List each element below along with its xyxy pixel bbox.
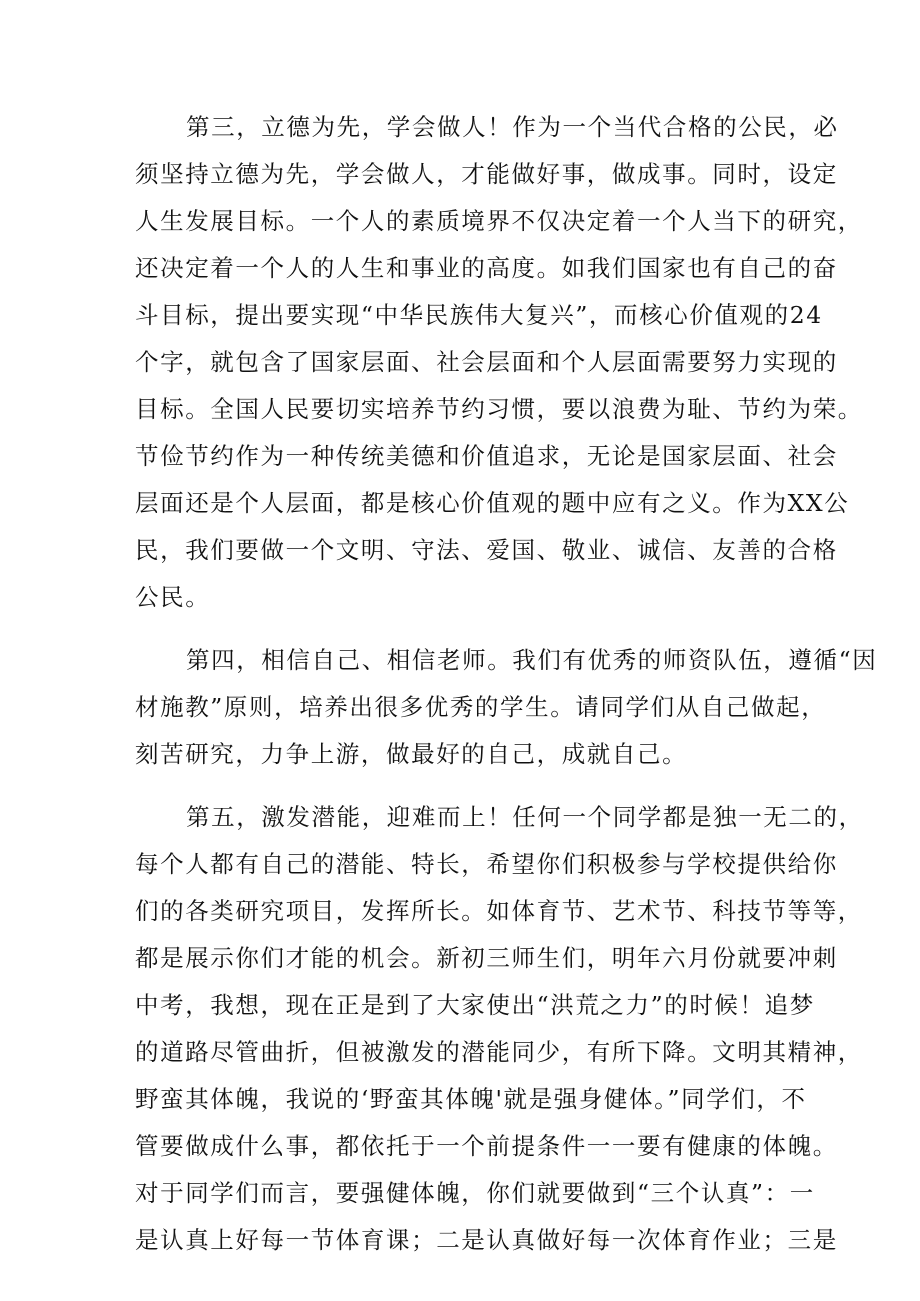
text-line: 第五，激发潜能，迎难而上！任何一个同学都是独一无二的， (186, 803, 864, 831)
text-line: 是认真上好每一节体育课；二是认真做好每一次体育作业；三是 (135, 1226, 838, 1254)
text-line: 们的各类研究项目，发挥所长。如体育节、艺术节、科技节等等， (135, 897, 863, 925)
text-line: 材施教”原则，培养出很多优秀的学生。请同学们从自己做起， (135, 693, 827, 721)
text-line: 的道路尽管曲折，但被激发的潜能同少，有所下降。文明其精神， (135, 1038, 863, 1066)
text-line: 中考，我想，现在正是到了大家使出“洪荒之力”的时候！追梦 (135, 991, 815, 1019)
text-line: 都是展示你们才能的机会。新初三师生们，明年六月份就要冲刺 (135, 944, 838, 972)
text-line: 层面还是个人层面，都是核心价值观的题中应有之义。作为XX公 (135, 489, 850, 517)
text-line: 第四，相信自己、相信老师。我们有优秀的师资队伍，遵循“因 (186, 646, 878, 674)
text-line: 第三，立德为先，学会做人！作为一个当代合格的公民，必 (186, 113, 839, 141)
text-line: 须坚持立德为先，学会做人，才能做好事，做成事。同时，设定 (135, 160, 838, 188)
text-line: 公民。 (135, 583, 211, 611)
text-line: 每个人都有自己的潜能、特长，希望你们积极参与学校提供给你 (135, 850, 838, 878)
text-line: 斗目标，提出要实现“中华民族伟大复兴”，而核心价值观的24 (135, 301, 823, 329)
text-line: 野蛮其体魄，我说的‘野蛮其体魄'就是强身健体。”同学们，不 (135, 1085, 807, 1113)
text-line: 人生发展目标。一个人的素质境界不仅决定着一个人当下的研究， (135, 207, 863, 235)
text-line: 刻苦研究，力争上游，做最好的自己，成就自己。 (135, 740, 688, 768)
text-line: 管要做成什么事，都依托于一个前提条件一一要有健康的体魄。 (135, 1132, 838, 1160)
text-line: 目标。全国人民要切实培养节约习惯，要以浪费为耻、节约为荣。 (135, 395, 863, 423)
text-line: 对于同学们而言，要强健体魄，你们就要做到“三个认真”：一 (135, 1179, 815, 1207)
text-line: 民，我们要做一个文明、守法、爱国、敬业、诚信、友善的合格 (135, 536, 838, 564)
text-line: 个字，就包含了国家层面、社会层面和个人层面需要努力实现的 (135, 348, 838, 376)
text-line: 节俭节约作为一种传统美德和价值追求，无论是国家层面、社会 (135, 442, 838, 470)
text-line: 还决定着一个人的人生和事业的高度。如我们国家也有自己的奋 (135, 254, 838, 282)
